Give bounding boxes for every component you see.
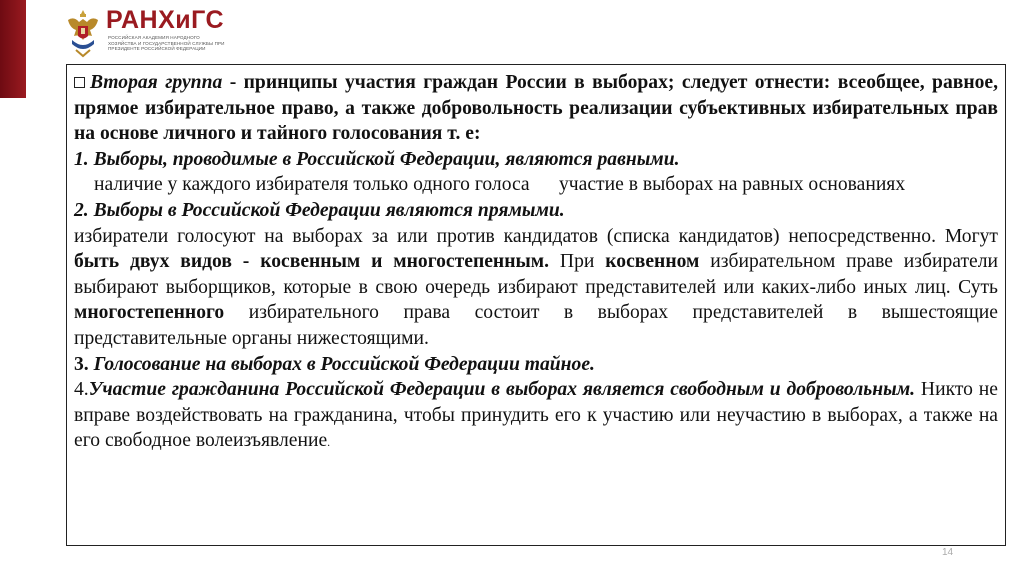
ranepa-logo [64,6,224,60]
direct-text-1: избиратели голосуют на выборах за или против кандидатов (списка кандидатов) непосредственно. Могут [74,225,998,247]
left-red-bar [0,0,26,98]
second-group-label: Вторая группа [90,72,223,93]
equal-elections-text: наличие у каждого избирателя только одного голоса участие в выборах на равных основаниях [94,174,906,196]
voluntary-participation-paragraph [74,377,998,456]
direct-bold-3: многостепенного [74,302,225,324]
direct-bold-2: косвенном [605,251,700,273]
logo-subtitle: РОССИЙСКАЯ АКАДЕМИЯ НАРОДНОГО ХОЗЯЙСТВА И ГОСУДАРСТВЕННОЙ СЛУЖБЫ ПРИ ПРЕЗИДЕНТЕ РОССИЙСКОЙ ФЕДЕРАЦИИ [108,35,225,52]
voluntary-bold: Участие гражданина Российской Федерации в выборах является свободным и добровольным. [88,379,916,401]
intro-text: - принципы участия граждан России в выборах; следует отнести: всеобщее, равное, прямое избирательное право, а также добровольность реализации субъективных избирательных прав на основе личного и тайного голосования т. е: [74,72,999,145]
heading-secret-ballot [74,352,998,378]
direct-text-4: избирательного права состоит в выборах представителей в вышестоящие представительные органы нижестоящими. [74,302,998,349]
checkbox-bullet-icon [74,77,85,88]
page-number: 14 [942,547,954,558]
logo-title: РАНХиГС [106,6,225,34]
secret-ballot-number: 3. [74,353,89,375]
heading-equal-elections: 1. Выборы, проводимые в Российской Федерации, являются равными. [74,148,680,170]
slide-content-box [66,64,1006,546]
voluntary-number: 4. [74,379,89,401]
direct-text-2: При [549,251,606,273]
direct-text-3: избирательном праве избиратели выбирают выборщиков, которые в свою очередь избирают представителей или каких-либо иных лиц. Суть [74,251,998,298]
heading-direct-elections: 2. Выборы в Российской Федерации являются прямыми. [74,199,565,221]
voluntary-text: Никто не вправе воздействовать на гражданина, чтобы принудить его к участию или неучастию в выборах, а также на его свободное волеизъявление [74,379,998,452]
eagle-emblem-icon [64,6,102,58]
direct-bold-1: быть двух видов - косвенным и многостепенным. [74,251,550,273]
secret-ballot-text: Голосование на выборах в Российской Федерации тайное. [88,353,595,375]
intro-paragraph [74,70,998,147]
direct-elections-text [74,224,998,352]
voluntary-end: . [327,435,331,450]
